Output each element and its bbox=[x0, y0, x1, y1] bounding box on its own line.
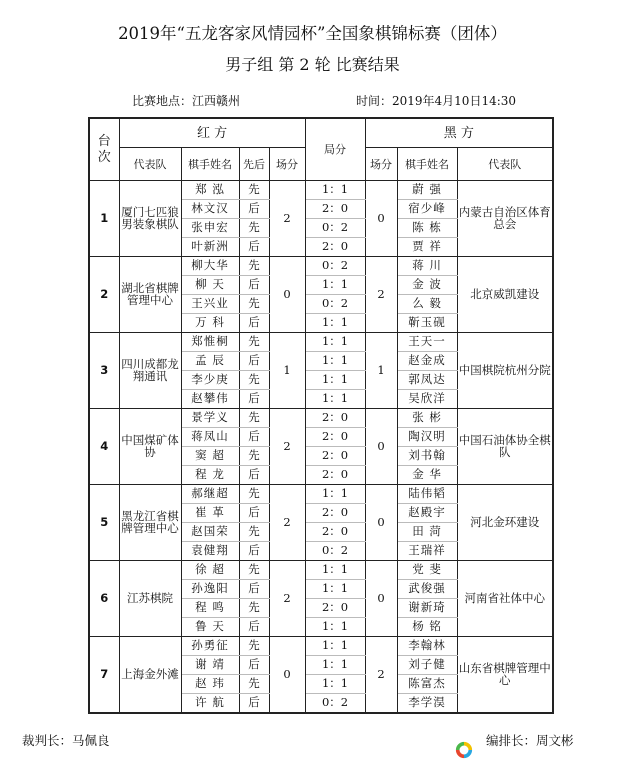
black-player-name: 蒋 川 bbox=[397, 257, 457, 276]
black-player-name: 赵金成 bbox=[397, 352, 457, 371]
header-row-1 bbox=[89, 118, 553, 148]
red-match-points: 2 bbox=[269, 409, 305, 485]
red-player-name: 李少庚 bbox=[181, 371, 239, 390]
board-score: 1：1 bbox=[305, 485, 365, 504]
board-score: 1：1 bbox=[305, 675, 365, 694]
red-order: 先 bbox=[239, 523, 269, 542]
red-player-name: 孙勇征 bbox=[181, 637, 239, 656]
black-team-name: 中国棋院杭州分院 bbox=[457, 333, 553, 409]
black-player-name: 靳玉砚 bbox=[397, 314, 457, 333]
table-number: 3 bbox=[89, 333, 119, 409]
red-player-name: 袁健翔 bbox=[181, 542, 239, 561]
black-player-name: 蔚 强 bbox=[397, 181, 457, 200]
board-score: 2：0 bbox=[305, 466, 365, 485]
header-black-team: 代表队 bbox=[457, 148, 553, 181]
red-order: 先 bbox=[239, 257, 269, 276]
logo-segment bbox=[464, 750, 472, 758]
black-player-name: 党 斐 bbox=[397, 561, 457, 580]
red-player-name: 蒋凤山 bbox=[181, 428, 239, 447]
black-player-name: 王天一 bbox=[397, 333, 457, 352]
table-row bbox=[89, 333, 553, 352]
red-order: 先 bbox=[239, 561, 269, 580]
red-team-name: 江苏棋院 bbox=[119, 561, 181, 637]
board-score: 1：1 bbox=[305, 314, 365, 333]
red-player-name: 叶新洲 bbox=[181, 238, 239, 257]
red-match-points: 1 bbox=[269, 333, 305, 409]
black-player-name: 宿少峰 bbox=[397, 200, 457, 219]
table-row bbox=[89, 561, 553, 580]
red-player-name: 张申宏 bbox=[181, 219, 239, 238]
red-order: 后 bbox=[239, 580, 269, 599]
board-score: 2：0 bbox=[305, 238, 365, 257]
red-order: 后 bbox=[239, 466, 269, 485]
black-player-name: 武俊强 bbox=[397, 580, 457, 599]
header-board-score: 局分 bbox=[305, 118, 365, 181]
red-order: 先 bbox=[239, 219, 269, 238]
venue-text: 比赛地点：江西赣州 bbox=[132, 94, 241, 108]
board-score: 2：0 bbox=[305, 523, 365, 542]
red-order: 后 bbox=[239, 694, 269, 714]
table-row bbox=[89, 637, 553, 656]
red-order: 后 bbox=[239, 390, 269, 409]
red-player-name: 孙逸阳 bbox=[181, 580, 239, 599]
page-subtitle: 男子组 第 2 轮 比赛结果 bbox=[225, 55, 400, 74]
black-player-name: 吴欣洋 bbox=[397, 390, 457, 409]
red-match-points: 0 bbox=[269, 637, 305, 714]
red-order: 后 bbox=[239, 314, 269, 333]
board-score: 1：1 bbox=[305, 580, 365, 599]
footer bbox=[0, 731, 625, 751]
board-score: 2：0 bbox=[305, 409, 365, 428]
board-score: 1：1 bbox=[305, 371, 365, 390]
red-order: 后 bbox=[239, 238, 269, 257]
red-order: 先 bbox=[239, 333, 269, 352]
black-player-name: 张 彬 bbox=[397, 409, 457, 428]
red-order: 先 bbox=[239, 675, 269, 694]
red-player-name: 万 科 bbox=[181, 314, 239, 333]
red-order: 后 bbox=[239, 428, 269, 447]
circle-logo-icon bbox=[455, 741, 473, 759]
red-player-name: 王兴业 bbox=[181, 295, 239, 314]
arranger-text: 编排长：周文彬 bbox=[486, 733, 574, 748]
black-match-points: 2 bbox=[365, 257, 397, 333]
red-match-points: 0 bbox=[269, 257, 305, 333]
red-player-name: 许 航 bbox=[181, 694, 239, 714]
board-score: 0：2 bbox=[305, 542, 365, 561]
board-score: 1：1 bbox=[305, 276, 365, 295]
black-player-name: 王瑞祥 bbox=[397, 542, 457, 561]
red-order: 先 bbox=[239, 371, 269, 390]
time-text: 时间：2019年4月10日14:30 bbox=[356, 94, 517, 108]
logo-segment bbox=[456, 750, 464, 758]
logo-segment bbox=[464, 742, 472, 750]
red-order: 先 bbox=[239, 447, 269, 466]
board-score: 2：0 bbox=[305, 599, 365, 618]
board-score: 1：1 bbox=[305, 618, 365, 637]
red-order: 后 bbox=[239, 656, 269, 675]
chief-referee-text: 裁判长：马佩良 bbox=[22, 733, 110, 748]
red-team-name: 黑龙江省棋牌管理中心 bbox=[119, 485, 181, 561]
red-player-name: 谢 靖 bbox=[181, 656, 239, 675]
black-match-points: 1 bbox=[365, 333, 397, 409]
red-player-name: 鲁 天 bbox=[181, 618, 239, 637]
board-score: 1：1 bbox=[305, 656, 365, 675]
red-order: 先 bbox=[239, 295, 269, 314]
black-team-name: 北京威凯建设 bbox=[457, 257, 553, 333]
board-score: 2：0 bbox=[305, 504, 365, 523]
black-player-name: 贾 祥 bbox=[397, 238, 457, 257]
red-player-name: 赵攀伟 bbox=[181, 390, 239, 409]
black-player-name: 金 华 bbox=[397, 466, 457, 485]
results-body bbox=[89, 181, 553, 714]
red-order: 先 bbox=[239, 485, 269, 504]
red-team-name: 中国煤矿体协 bbox=[119, 409, 181, 485]
header-red-side: 红 方 bbox=[119, 118, 305, 148]
red-player-name: 徐 超 bbox=[181, 561, 239, 580]
board-score: 2：0 bbox=[305, 428, 365, 447]
red-player-name: 程 鸣 bbox=[181, 599, 239, 618]
header-red-order: 先后 bbox=[239, 148, 269, 181]
table-row bbox=[89, 409, 553, 428]
red-team-name: 上海金外滩 bbox=[119, 637, 181, 714]
red-player-name: 郑 泓 bbox=[181, 181, 239, 200]
red-order: 后 bbox=[239, 352, 269, 371]
table-number: 5 bbox=[89, 485, 119, 561]
red-order: 后 bbox=[239, 542, 269, 561]
black-player-name: 刘子健 bbox=[397, 656, 457, 675]
red-player-name: 柳 天 bbox=[181, 276, 239, 295]
black-team-name: 山东省棋牌管理中心 bbox=[457, 637, 553, 714]
black-player-name: 陈 栋 bbox=[397, 219, 457, 238]
table-number: 1 bbox=[89, 181, 119, 257]
black-team-name: 内蒙古自治区体育总会 bbox=[457, 181, 553, 257]
header-table-no: 台 次 bbox=[89, 118, 119, 181]
board-score: 0：2 bbox=[305, 694, 365, 714]
black-team-name: 河南省社体中心 bbox=[457, 561, 553, 637]
info-row bbox=[0, 92, 625, 112]
header-black-player: 棋手姓名 bbox=[397, 148, 457, 181]
red-match-points: 2 bbox=[269, 561, 305, 637]
black-player-name: 陶汉明 bbox=[397, 428, 457, 447]
red-player-name: 郑惟桐 bbox=[181, 333, 239, 352]
black-match-points: 0 bbox=[365, 409, 397, 485]
red-team-name: 四川成都龙翔通讯 bbox=[119, 333, 181, 409]
red-player-name: 郝继超 bbox=[181, 485, 239, 504]
board-score: 1：1 bbox=[305, 352, 365, 371]
red-order: 后 bbox=[239, 200, 269, 219]
red-player-name: 崔 革 bbox=[181, 504, 239, 523]
table-row bbox=[89, 257, 553, 276]
header-black-points: 场分 bbox=[365, 148, 397, 181]
header-red-team: 代表队 bbox=[119, 148, 181, 181]
board-score: 2：0 bbox=[305, 200, 365, 219]
black-match-points: 0 bbox=[365, 181, 397, 257]
black-team-name: 河北金环建设 bbox=[457, 485, 553, 561]
board-score: 1：1 bbox=[305, 333, 365, 352]
black-player-name: 陆伟韬 bbox=[397, 485, 457, 504]
red-player-name: 孟 辰 bbox=[181, 352, 239, 371]
black-player-name: 谢新琦 bbox=[397, 599, 457, 618]
board-score: 1：1 bbox=[305, 561, 365, 580]
red-order: 后 bbox=[239, 276, 269, 295]
red-player-name: 景学义 bbox=[181, 409, 239, 428]
black-player-name: 李学淏 bbox=[397, 694, 457, 714]
red-match-points: 2 bbox=[269, 485, 305, 561]
red-match-points: 2 bbox=[269, 181, 305, 257]
red-order: 后 bbox=[239, 618, 269, 637]
table-number: 7 bbox=[89, 637, 119, 714]
black-player-name: 赵殿宇 bbox=[397, 504, 457, 523]
black-player-name: 郭凤达 bbox=[397, 371, 457, 390]
red-team-name: 湖北省棋牌管理中心 bbox=[119, 257, 181, 333]
table-row bbox=[89, 181, 553, 200]
red-team-name: 厦门七匹狼男装象棋队 bbox=[119, 181, 181, 257]
board-score: 0：2 bbox=[305, 257, 365, 276]
board-score: 1：1 bbox=[305, 637, 365, 656]
header-red-player: 棋手姓名 bbox=[181, 148, 239, 181]
red-order: 后 bbox=[239, 504, 269, 523]
black-team-name: 中国石油体协全棋队 bbox=[457, 409, 553, 485]
red-order: 先 bbox=[239, 599, 269, 618]
table-number: 2 bbox=[89, 257, 119, 333]
header-black-side: 黑 方 bbox=[365, 118, 553, 148]
red-player-name: 程 龙 bbox=[181, 466, 239, 485]
black-player-name: 金 波 bbox=[397, 276, 457, 295]
page-title: 2019年“五龙客家风情园杯”全国象棋锦标赛（团体） bbox=[118, 24, 507, 43]
red-order: 先 bbox=[239, 181, 269, 200]
red-order: 先 bbox=[239, 637, 269, 656]
results-table bbox=[88, 117, 554, 714]
black-player-name: 杨 铭 bbox=[397, 618, 457, 637]
black-match-points: 2 bbox=[365, 637, 397, 714]
red-player-name: 赵 玮 bbox=[181, 675, 239, 694]
logo-segment bbox=[456, 742, 464, 750]
red-player-name: 林文汉 bbox=[181, 200, 239, 219]
red-player-name: 窦 超 bbox=[181, 447, 239, 466]
black-player-name: 李翰林 bbox=[397, 637, 457, 656]
black-match-points: 0 bbox=[365, 561, 397, 637]
board-score: 1：1 bbox=[305, 390, 365, 409]
board-score: 1：1 bbox=[305, 181, 365, 200]
black-player-name: 刘书翰 bbox=[397, 447, 457, 466]
black-player-name: 么 毅 bbox=[397, 295, 457, 314]
black-match-points: 0 bbox=[365, 485, 397, 561]
black-player-name: 田 菏 bbox=[397, 523, 457, 542]
table-number: 4 bbox=[89, 409, 119, 485]
board-score: 0：2 bbox=[305, 295, 365, 314]
red-player-name: 赵国荣 bbox=[181, 523, 239, 542]
board-score: 0：2 bbox=[305, 219, 365, 238]
red-order: 先 bbox=[239, 409, 269, 428]
table-row bbox=[89, 485, 553, 504]
red-player-name: 柳大华 bbox=[181, 257, 239, 276]
header-red-points: 场分 bbox=[269, 148, 305, 181]
table-number: 6 bbox=[89, 561, 119, 637]
board-score: 2：0 bbox=[305, 447, 365, 466]
black-player-name: 陈富杰 bbox=[397, 675, 457, 694]
